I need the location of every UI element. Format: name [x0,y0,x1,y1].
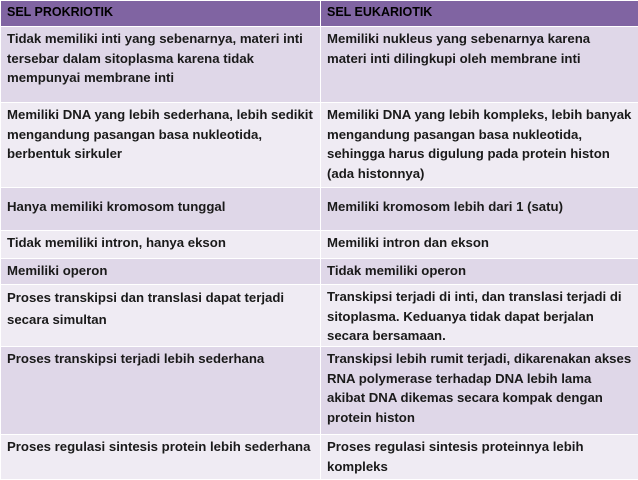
table-row [1,103,638,188]
cell-eukariotik: Memiliki kromosom lebih dari 1 (satu) [321,188,638,231]
cell-eukariotik: Transkipsi lebih rumit terjadi, dikarenakan akses RNA polymerase terhadap DNA lebih lama akibat DNA dikemas secara kompak dengan protein histon [321,347,638,435]
table-row [1,347,638,435]
cell-prokariotik: Proses transkipsi terjadi lebih sederhana [1,347,321,435]
header-prokariotik: SEL PROKRIOTIK [1,1,321,27]
cell-prokariotik: Memiliki DNA yang lebih sederhana, lebih sedikit mengandung pasangan basa nukleotida, berbentuk sirkuler [1,103,321,188]
cell-prokariotik: Tidak memiliki intron, hanya ekson [1,231,321,259]
cell-prokariotik: Tidak memiliki inti yang sebenarnya, materi inti tersebar dalam sitoplasma karena tidak mempunyai membrane inti [1,27,321,103]
table-row [1,27,638,103]
cell-eukariotik: Memiliki intron dan ekson [321,231,638,259]
table-row [1,435,638,480]
header-row [1,1,638,27]
cell-eukariotik: Proses regulasi sintesis proteinnya lebih kompleks [321,435,638,480]
header-eukariotik: SEL EUKARIOTIK [321,1,638,27]
cell-prokariotik: Memiliki operon [1,259,321,285]
cell-prokariotik: Proses transkipsi dan translasi dapat terjadi secara simultan [1,285,321,347]
cell-prokariotik: Proses regulasi sintesis protein lebih sederhana [1,435,321,480]
cell-eukariotik: Transkipsi terjadi di inti, dan translasi terjadi di sitoplasma. Keduanya tidak dapat berjalan secara bersamaan. [321,285,638,347]
table-row [1,285,638,347]
cell-prokariotik: Hanya memiliki kromosom tunggal [1,188,321,231]
cell-eukariotik: Memiliki nukleus yang sebenarnya karena materi inti dilingkupi oleh membrane inti [321,27,638,103]
cell-eukariotik: Tidak memiliki operon [321,259,638,285]
table-row [1,231,638,259]
cell-eukariotik: Memiliki DNA yang lebih kompleks, lebih banyak mengandung pasangan basa nukleotida, sehingga harus digulung pada protein histon (ada histonnya) [321,103,638,188]
table-row [1,259,638,285]
table-row [1,188,638,231]
